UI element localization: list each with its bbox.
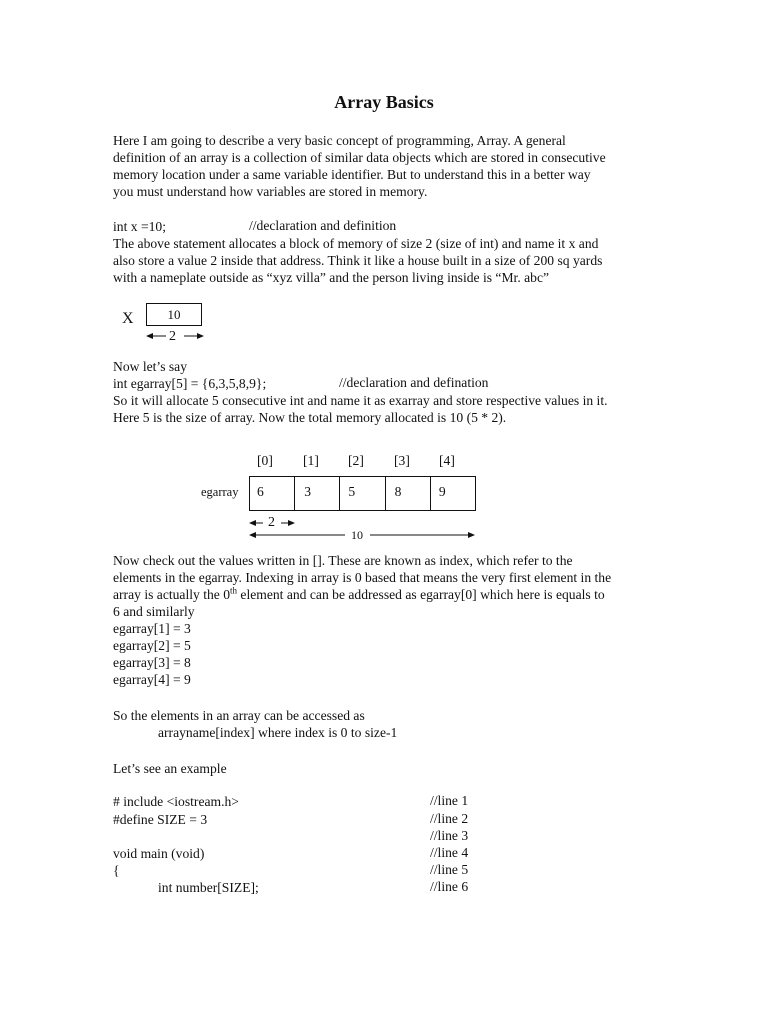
code-comment: //line 2: [430, 811, 469, 826]
size-label: 2: [169, 329, 176, 344]
paragraph-line: also store a value 2 inside that address. Think it like a house built in a size of 200 sq yards: [113, 253, 603, 268]
code-comment: //line 5: [430, 862, 469, 877]
superscript: th: [230, 585, 238, 596]
code-comment: //declaration and defination: [339, 375, 489, 390]
paragraph-line: Here 5 is the size of array. Now the total memory allocated is 10 (5 * 2).: [113, 410, 507, 425]
cell-value: 9: [438, 484, 446, 499]
code-comment: //line 4: [430, 845, 469, 860]
assignment-line: egarray[4] = 9: [113, 672, 191, 687]
text-segment: element and can be addressed as egarray[0] which here is equals to: [237, 587, 605, 602]
array-label: egarray: [201, 485, 239, 499]
code-comment: //line 6: [430, 879, 469, 894]
paragraph-line: elements in the egarray. Indexing in array is 0 based that means the very first element in the: [113, 570, 612, 585]
assignment-line: egarray[1] = 3: [113, 621, 191, 636]
paragraph-line: with a nameplate outside as “xyz villa” and the person living inside is “Mr. abc”: [113, 270, 550, 285]
cell-value: 6: [257, 484, 264, 499]
code-line: {: [113, 863, 120, 878]
paragraph-line: Now check out the values written in []. These are known as index, which refer to the: [113, 553, 573, 568]
access-syntax: arrayname[index] where index is 0 to size-1: [158, 725, 398, 740]
paragraph-line: Here I am going to describe a very basic concept of programming, Array. A general: [113, 133, 566, 148]
paragraph-line: memory location under a same variable identifier. But to understand this in a better way: [113, 167, 591, 182]
paragraph-line: Let’s see an example: [113, 761, 227, 776]
paragraph-line: The above statement allocates a block of memory of size 2 (size of int) and name it x and: [113, 236, 599, 251]
code-declaration: int egarray[5] = {6,3,5,8,9};: [113, 376, 267, 391]
paragraph-line: Now let’s say: [113, 359, 188, 374]
cell-value: 5: [348, 484, 356, 499]
element-size-label: 2: [268, 515, 275, 530]
page-title: Array Basics: [334, 92, 434, 112]
code-line: int number[SIZE];: [158, 880, 259, 895]
paragraph-line: So the elements in an array can be accessed as: [113, 708, 365, 723]
code-declaration: int x =10;: [113, 219, 166, 234]
cell-value: 10: [167, 307, 181, 322]
index-label: [4]: [439, 453, 455, 468]
code-line: # include <iostream.h>: [113, 794, 239, 809]
size-arrows: [195, 450, 485, 545]
index-label: [1]: [303, 453, 319, 468]
text-segment: array is actually the 0: [113, 587, 231, 602]
cell-value: 8: [394, 484, 402, 499]
paragraph-line: definition of an array is a collection of similar data objects which are stored in consecutive: [113, 150, 606, 165]
paragraph-line: you must understand how variables are stored in memory.: [113, 184, 428, 199]
code-line: #define SIZE = 3: [113, 812, 208, 827]
variable-label: X: [122, 310, 134, 327]
index-label: [3]: [394, 453, 410, 468]
code-comment: //line 1: [430, 793, 469, 808]
total-size-label: 10: [351, 528, 363, 542]
assignment-line: egarray[2] = 5: [113, 638, 191, 653]
paragraph-line: [113, 586, 605, 603]
code-comment: //declaration and definition: [249, 218, 397, 233]
size-arrow: [110, 298, 220, 348]
paragraph-line: So it will allocate 5 consecutive int and name it as exarray and store respective values in it.: [113, 393, 608, 408]
index-label: [0]: [257, 453, 273, 468]
code-comment: //line 3: [430, 828, 469, 843]
assignment-line: egarray[3] = 8: [113, 655, 191, 670]
paragraph-line: 6 and similarly: [113, 604, 195, 619]
array-memory-diagram: [195, 450, 485, 545]
variable-memory-diagram: [110, 298, 220, 348]
cell-value: 3: [304, 484, 311, 499]
code-line: void main (void): [113, 846, 205, 861]
index-label: [2]: [348, 453, 364, 468]
